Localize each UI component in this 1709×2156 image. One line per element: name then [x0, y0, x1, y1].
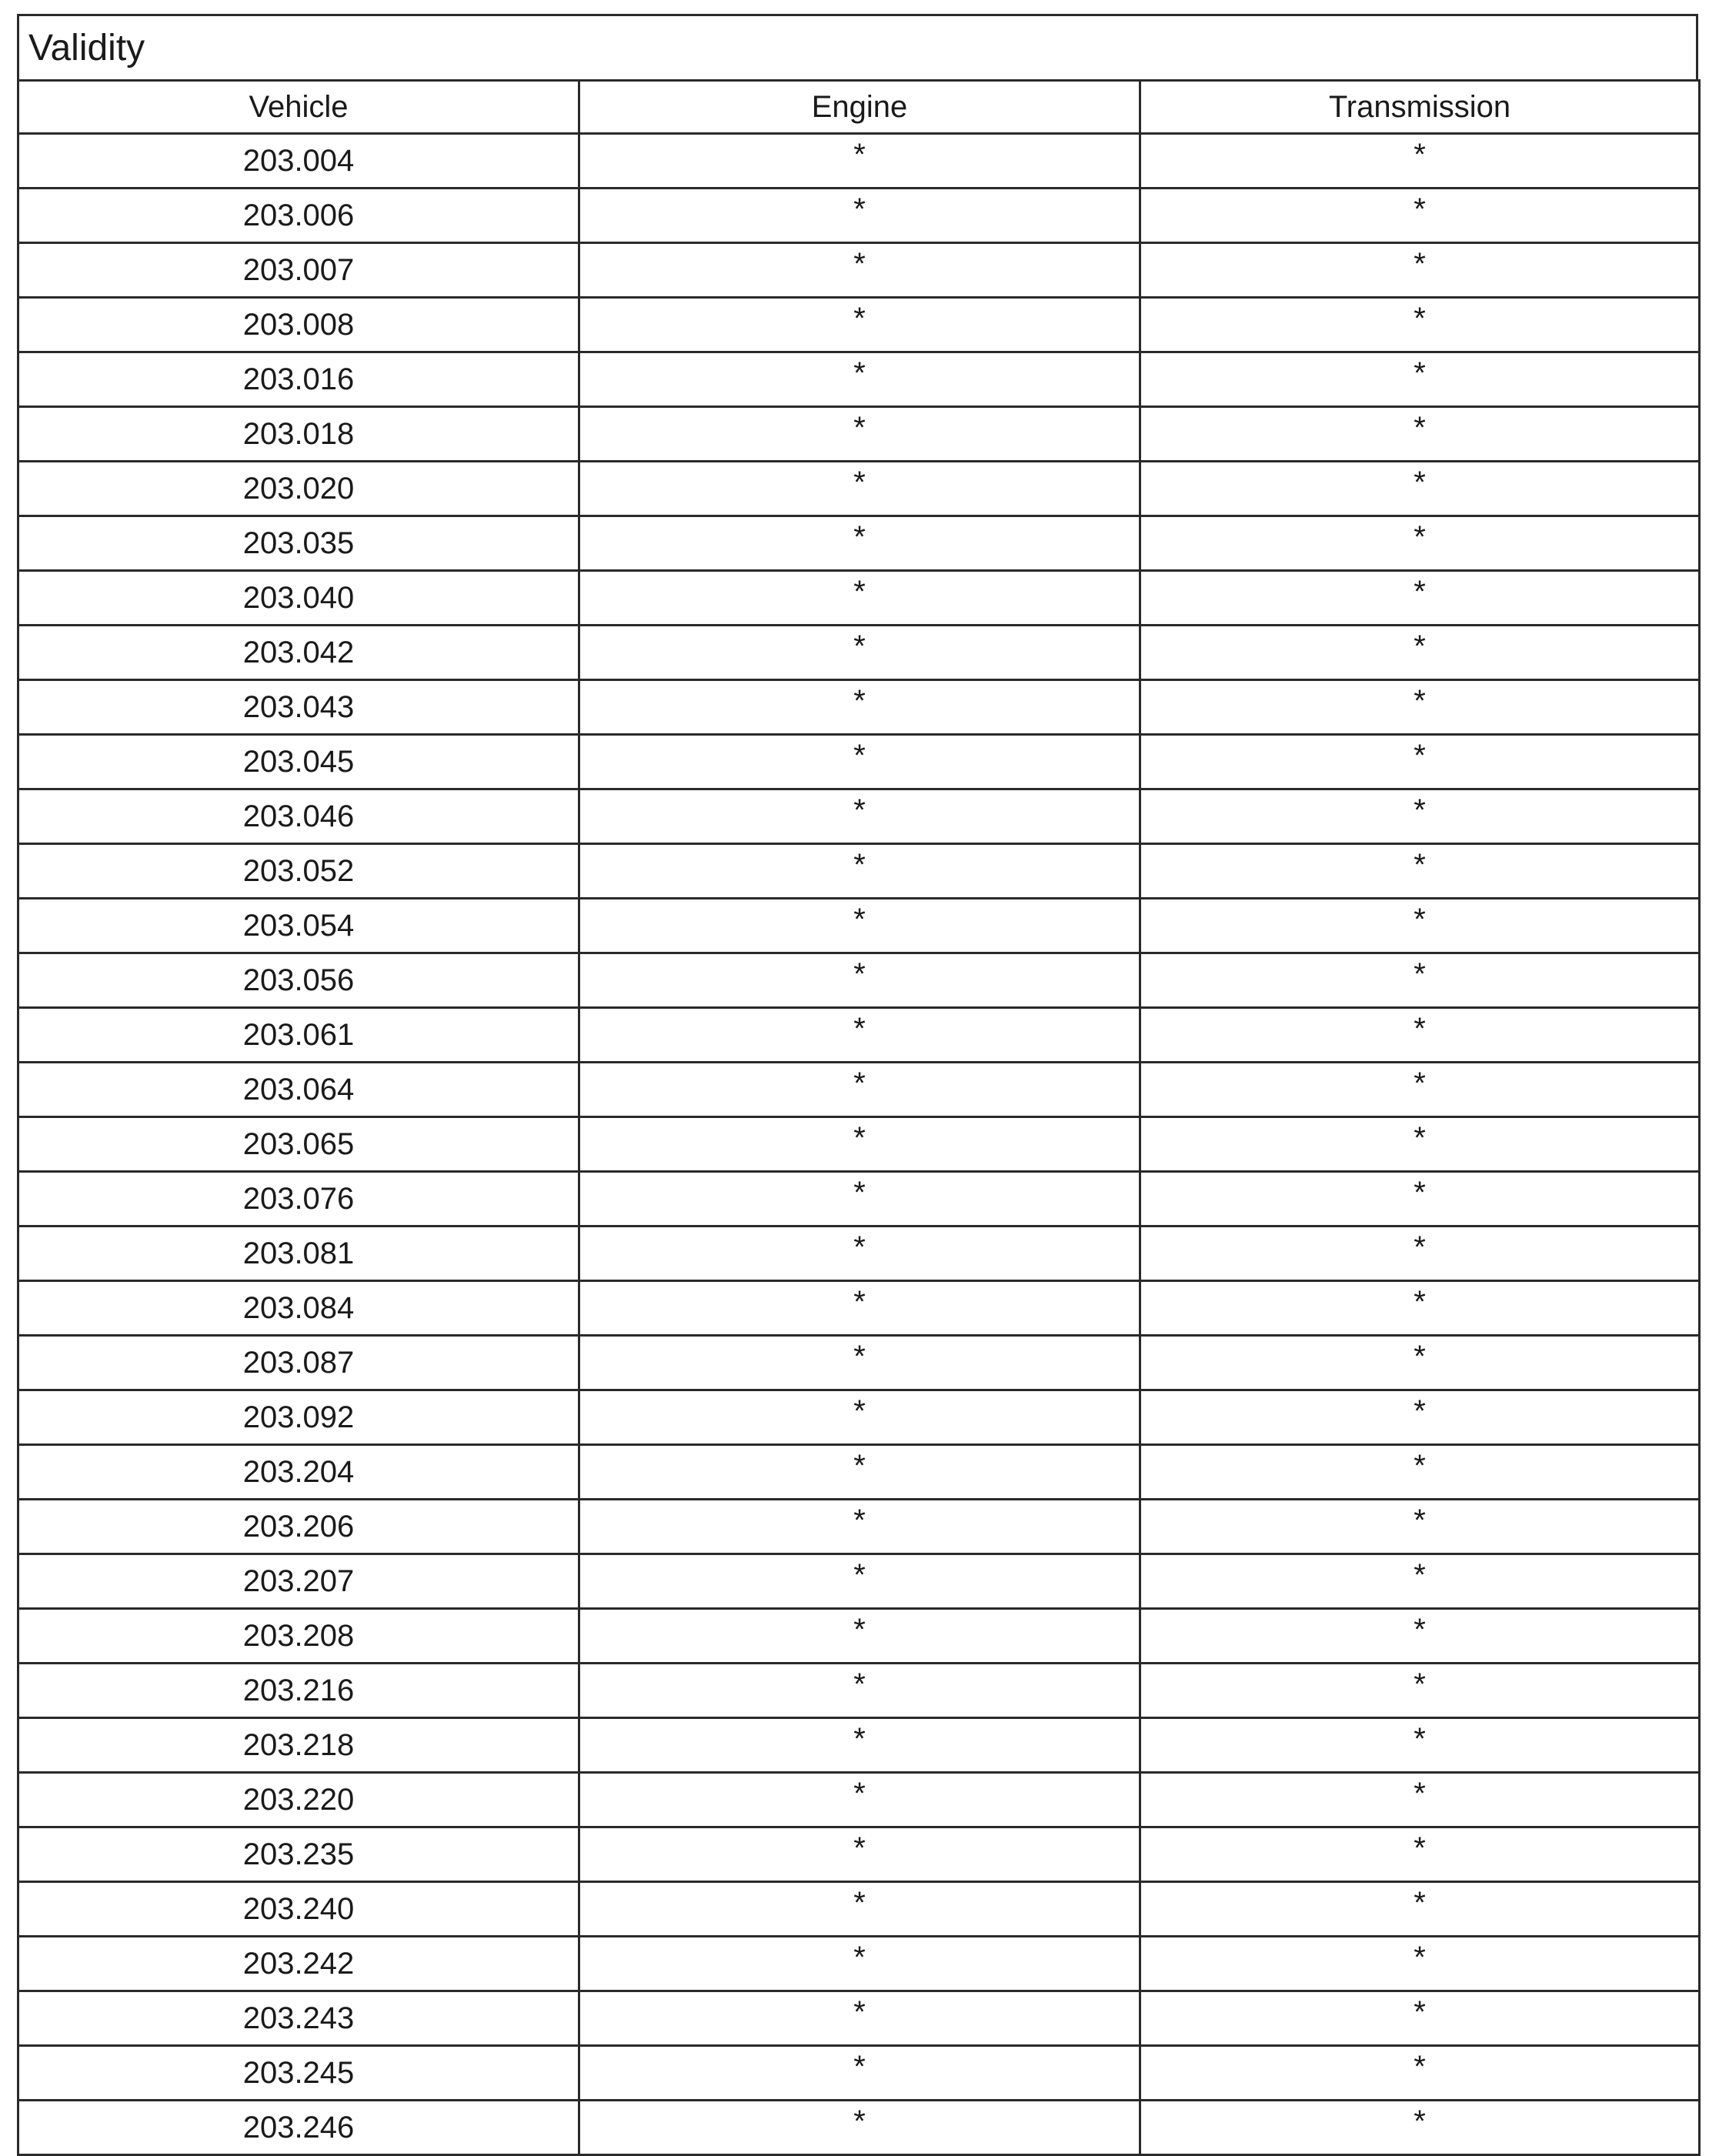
- table-row: [18, 844, 1700, 899]
- engine-cell: *: [579, 571, 1140, 626]
- table-row: [18, 189, 1700, 243]
- table-row: [18, 1117, 1700, 1172]
- engine-cell: *: [579, 844, 1140, 899]
- table-body: [18, 134, 1700, 2155]
- transmission-cell: *: [1140, 1882, 1700, 1937]
- engine-cell: *: [579, 2101, 1140, 2155]
- transmission-cell: *: [1140, 1445, 1700, 1500]
- engine-cell: *: [579, 1937, 1140, 1991]
- table-row: [18, 407, 1700, 462]
- table-row: [18, 899, 1700, 953]
- table-row: [18, 626, 1700, 680]
- transmission-cell: *: [1140, 407, 1700, 462]
- transmission-cell: *: [1140, 680, 1700, 735]
- engine-cell: *: [579, 1172, 1140, 1227]
- column-header-engine: Engine: [579, 81, 1140, 134]
- table-row: [18, 1664, 1700, 1718]
- transmission-cell: *: [1140, 626, 1700, 680]
- engine-cell: *: [579, 1827, 1140, 1882]
- transmission-cell: *: [1140, 1718, 1700, 1773]
- table-row: [18, 1227, 1700, 1281]
- engine-cell: *: [579, 243, 1140, 298]
- engine-cell: *: [579, 680, 1140, 735]
- transmission-cell: *: [1140, 134, 1700, 189]
- engine-cell: *: [579, 298, 1140, 352]
- vehicle-cell: 203.016: [18, 352, 579, 407]
- vehicle-cell: 203.035: [18, 516, 579, 571]
- transmission-cell: *: [1140, 1008, 1700, 1063]
- engine-cell: *: [579, 1008, 1140, 1063]
- transmission-cell: *: [1140, 2046, 1700, 2101]
- engine-cell: *: [579, 1390, 1140, 1445]
- vehicle-cell: 203.218: [18, 1718, 579, 1773]
- vehicle-cell: 203.045: [18, 735, 579, 789]
- vehicle-cell: 203.206: [18, 1500, 579, 1554]
- transmission-cell: *: [1140, 1827, 1700, 1882]
- table-row: [18, 243, 1700, 298]
- transmission-cell: *: [1140, 462, 1700, 516]
- table-row: [18, 134, 1700, 189]
- vehicle-cell: 203.081: [18, 1227, 579, 1281]
- transmission-cell: *: [1140, 1063, 1700, 1117]
- vehicle-cell: 203.056: [18, 953, 579, 1008]
- engine-cell: *: [579, 2046, 1140, 2101]
- vehicle-cell: 203.006: [18, 189, 579, 243]
- vehicle-cell: 203.007: [18, 243, 579, 298]
- vehicle-cell: 203.043: [18, 680, 579, 735]
- engine-cell: *: [579, 1664, 1140, 1718]
- vehicle-cell: 203.046: [18, 789, 579, 844]
- vehicle-cell: 203.092: [18, 1390, 579, 1445]
- vehicle-cell: 203.076: [18, 1172, 579, 1227]
- table-row: [18, 516, 1700, 571]
- transmission-cell: *: [1140, 1500, 1700, 1554]
- table-row: [18, 735, 1700, 789]
- vehicle-cell: 203.040: [18, 571, 579, 626]
- engine-cell: *: [579, 407, 1140, 462]
- transmission-cell: *: [1140, 1227, 1700, 1281]
- vehicle-cell: 203.208: [18, 1609, 579, 1664]
- header-row: [18, 81, 1700, 134]
- transmission-cell: *: [1140, 571, 1700, 626]
- transmission-cell: *: [1140, 189, 1700, 243]
- table-row: [18, 1172, 1700, 1227]
- table-row: [18, 2046, 1700, 2101]
- engine-cell: *: [579, 1554, 1140, 1609]
- vehicle-cell: 203.204: [18, 1445, 579, 1500]
- engine-cell: *: [579, 626, 1140, 680]
- table-row: [18, 953, 1700, 1008]
- column-header-vehicle: Vehicle: [18, 81, 579, 134]
- vehicle-cell: 203.064: [18, 1063, 579, 1117]
- table-row: [18, 2101, 1700, 2155]
- transmission-cell: *: [1140, 1117, 1700, 1172]
- engine-cell: *: [579, 516, 1140, 571]
- transmission-cell: *: [1140, 516, 1700, 571]
- vehicle-cell: 203.242: [18, 1937, 579, 1991]
- table-title: Validity: [17, 14, 1698, 79]
- vehicle-cell: 203.240: [18, 1882, 579, 1937]
- transmission-cell: *: [1140, 1554, 1700, 1609]
- engine-cell: *: [579, 352, 1140, 407]
- table-row: [18, 1609, 1700, 1664]
- engine-cell: *: [579, 1500, 1140, 1554]
- vehicle-cell: 203.084: [18, 1281, 579, 1336]
- engine-cell: *: [579, 789, 1140, 844]
- transmission-cell: *: [1140, 899, 1700, 953]
- engine-cell: *: [579, 189, 1140, 243]
- table-row: [18, 1390, 1700, 1445]
- transmission-cell: *: [1140, 953, 1700, 1008]
- engine-cell: *: [579, 1336, 1140, 1390]
- table-row: [18, 1281, 1700, 1336]
- vehicle-cell: 203.243: [18, 1991, 579, 2046]
- vehicle-cell: 203.216: [18, 1664, 579, 1718]
- transmission-cell: *: [1140, 1281, 1700, 1336]
- vehicle-cell: 203.235: [18, 1827, 579, 1882]
- table-row: [18, 1718, 1700, 1773]
- transmission-cell: *: [1140, 298, 1700, 352]
- transmission-cell: *: [1140, 1336, 1700, 1390]
- table-row: [18, 1445, 1700, 1500]
- table-row: [18, 1773, 1700, 1827]
- engine-cell: *: [579, 1609, 1140, 1664]
- vehicle-cell: 203.207: [18, 1554, 579, 1609]
- vehicle-cell: 203.061: [18, 1008, 579, 1063]
- engine-cell: *: [579, 1718, 1140, 1773]
- engine-cell: *: [579, 1773, 1140, 1827]
- vehicle-cell: 203.018: [18, 407, 579, 462]
- vehicle-cell: 203.008: [18, 298, 579, 352]
- vehicle-cell: 203.042: [18, 626, 579, 680]
- transmission-cell: *: [1140, 844, 1700, 899]
- engine-cell: *: [579, 1063, 1140, 1117]
- transmission-cell: *: [1140, 352, 1700, 407]
- transmission-cell: *: [1140, 789, 1700, 844]
- table-row: [18, 571, 1700, 626]
- table-row: [18, 352, 1700, 407]
- engine-cell: *: [579, 1445, 1140, 1500]
- table-row: [18, 1827, 1700, 1882]
- table-row: [18, 680, 1700, 735]
- engine-cell: *: [579, 1991, 1140, 2046]
- transmission-cell: *: [1140, 1991, 1700, 2046]
- engine-cell: *: [579, 1281, 1140, 1336]
- validity-sheet: [17, 14, 1698, 2156]
- table-row: [18, 298, 1700, 352]
- transmission-cell: *: [1140, 1609, 1700, 1664]
- engine-cell: *: [579, 462, 1140, 516]
- engine-cell: *: [579, 735, 1140, 789]
- column-header-transmission: Transmission: [1140, 81, 1700, 134]
- vehicle-cell: 203.245: [18, 2046, 579, 2101]
- vehicle-cell: 203.087: [18, 1336, 579, 1390]
- transmission-cell: *: [1140, 1937, 1700, 1991]
- transmission-cell: *: [1140, 1664, 1700, 1718]
- engine-cell: *: [579, 899, 1140, 953]
- transmission-cell: *: [1140, 1773, 1700, 1827]
- validity-table: [17, 79, 1701, 2156]
- table-row: [18, 1882, 1700, 1937]
- table-row: [18, 1991, 1700, 2046]
- transmission-cell: *: [1140, 1172, 1700, 1227]
- vehicle-cell: 203.246: [18, 2101, 579, 2155]
- table-row: [18, 1336, 1700, 1390]
- engine-cell: *: [579, 1882, 1140, 1937]
- table-row: [18, 1554, 1700, 1609]
- transmission-cell: *: [1140, 243, 1700, 298]
- table-row: [18, 1500, 1700, 1554]
- engine-cell: *: [579, 1117, 1140, 1172]
- engine-cell: *: [579, 134, 1140, 189]
- transmission-cell: *: [1140, 735, 1700, 789]
- transmission-cell: *: [1140, 1390, 1700, 1445]
- table-row: [18, 1063, 1700, 1117]
- engine-cell: *: [579, 953, 1140, 1008]
- vehicle-cell: 203.220: [18, 1773, 579, 1827]
- vehicle-cell: 203.052: [18, 844, 579, 899]
- vehicle-cell: 203.020: [18, 462, 579, 516]
- vehicle-cell: 203.004: [18, 134, 579, 189]
- vehicle-cell: 203.065: [18, 1117, 579, 1172]
- transmission-cell: *: [1140, 2101, 1700, 2155]
- vehicle-cell: 203.054: [18, 899, 579, 953]
- table-row: [18, 789, 1700, 844]
- table-row: [18, 1008, 1700, 1063]
- table-row: [18, 1937, 1700, 1991]
- engine-cell: *: [579, 1227, 1140, 1281]
- table-row: [18, 462, 1700, 516]
